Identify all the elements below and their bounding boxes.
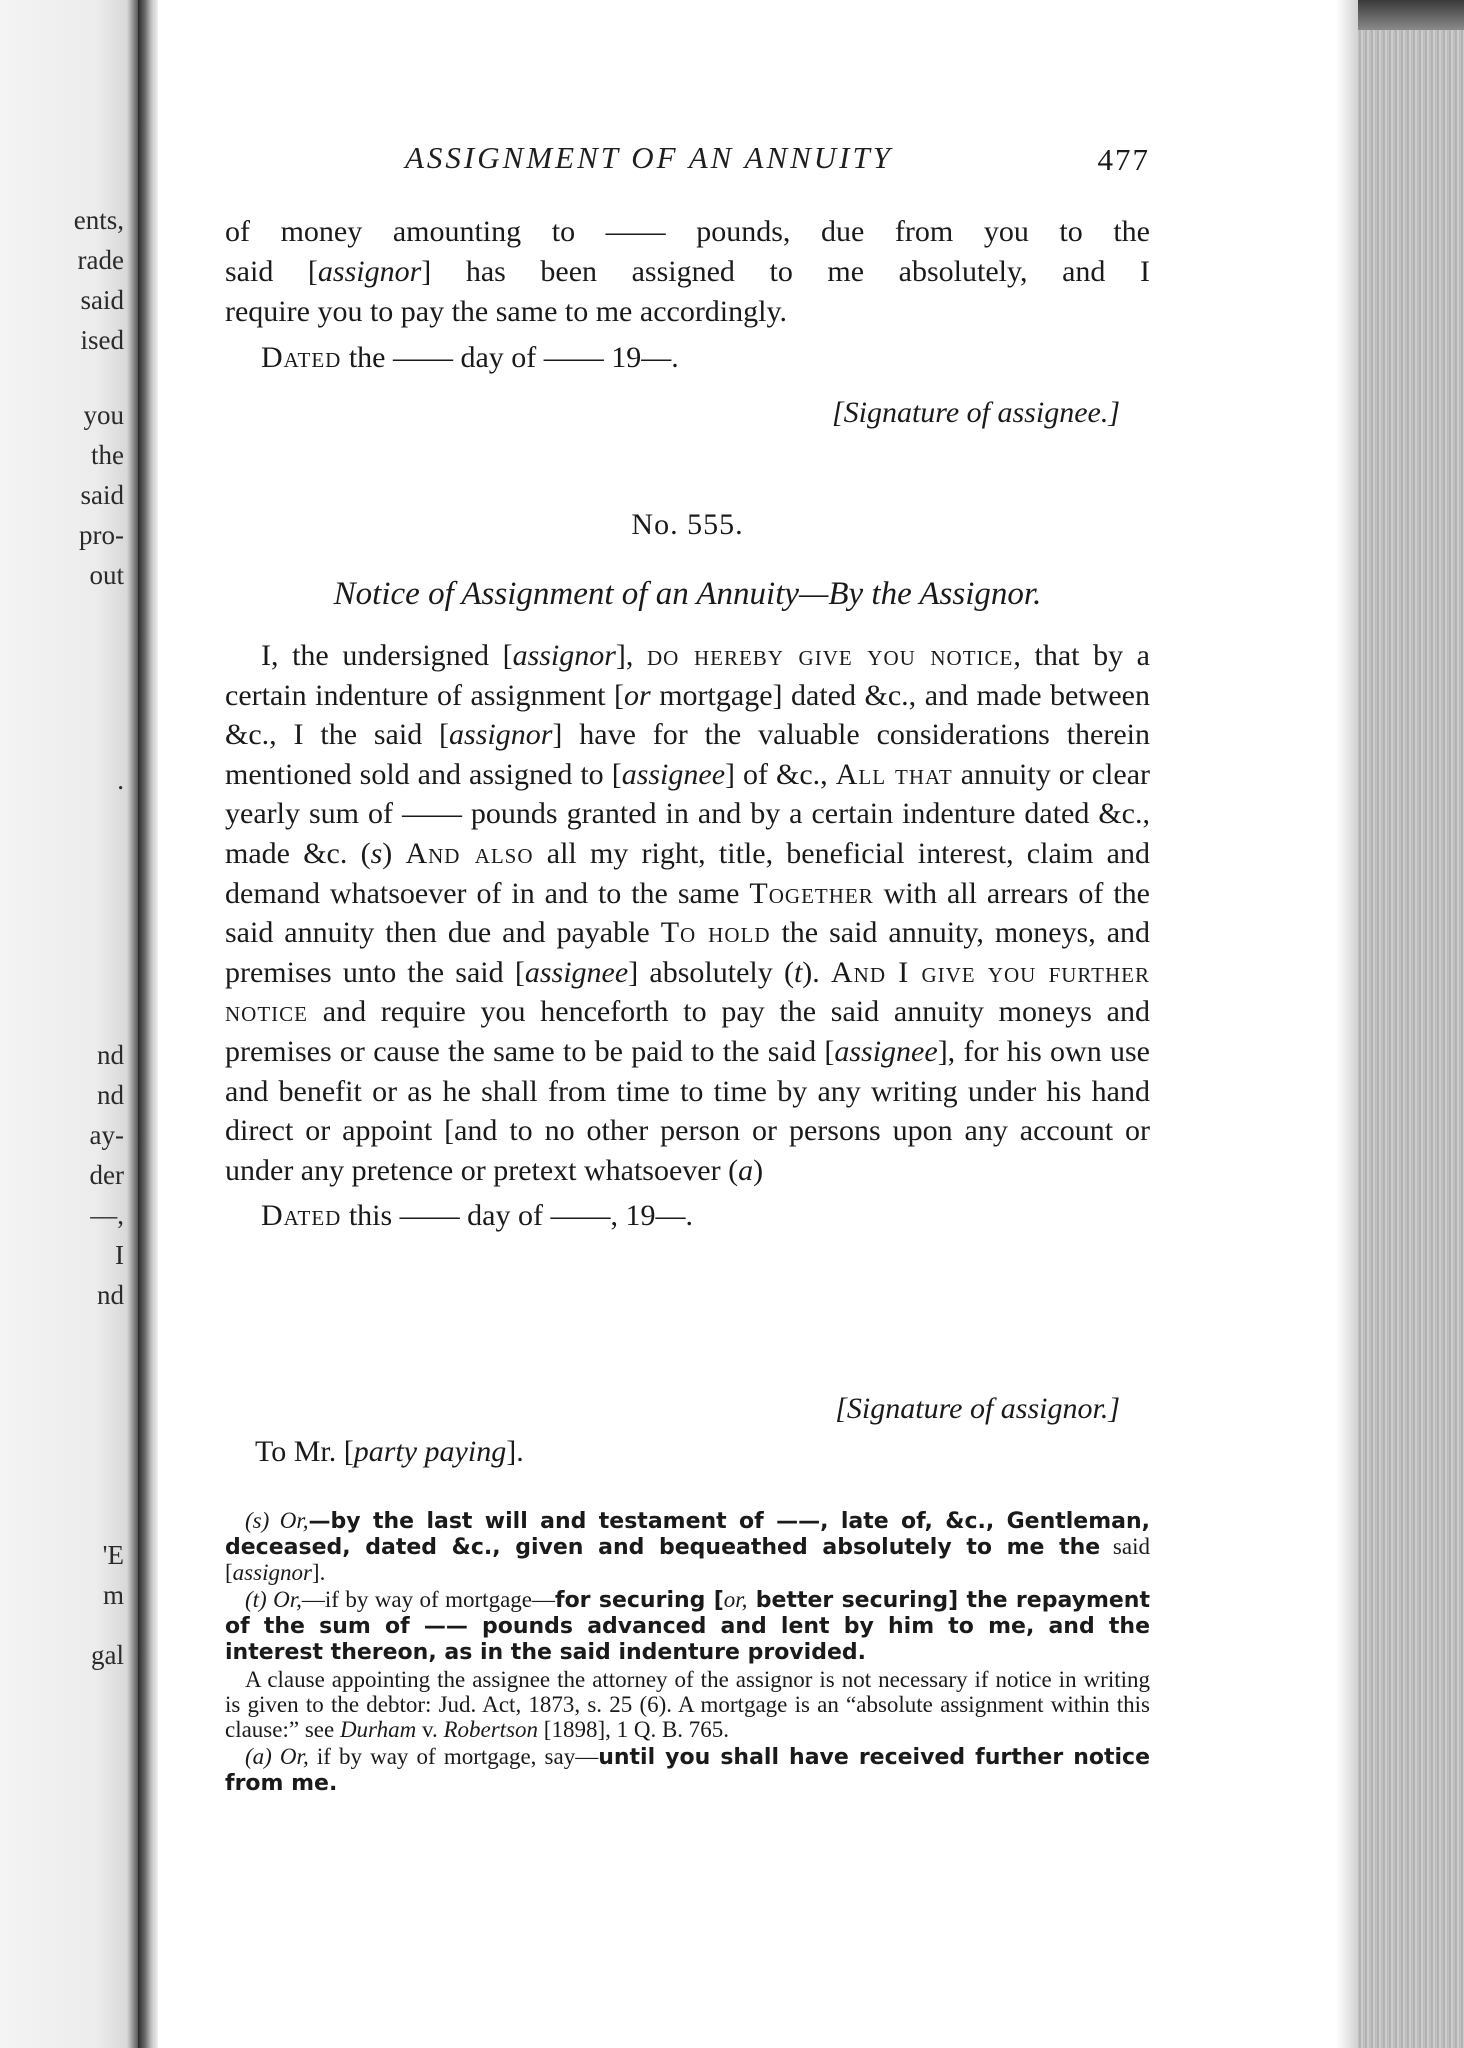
page [225, 0, 1150, 2048]
left-facing-page [0, 0, 138, 2048]
text-run: —by the last will and testament of ——, late of, &c., Gentleman, deceased, dated &c., given and bequeathed absolutely to me the [225, 1509, 1150, 1560]
page-shadow [1336, 0, 1358, 2048]
left-page-fragment: pro- [79, 520, 124, 550]
page-edges-top [1358, 0, 1464, 30]
footnote [225, 1508, 1150, 1585]
left-page-fragment: out [89, 560, 124, 590]
left-page-fragment: der [89, 1160, 124, 1190]
left-page-fragment: 'E [102, 1540, 124, 1570]
text-run: [1898], 1 Q. B. 765. [538, 1717, 730, 1742]
left-page-fragment: nd [97, 1280, 124, 1310]
text-run: and require you henceforth to pay the said annuity moneys and premises or cause the same to be paid to the said [ [225, 995, 1150, 1068]
text-run: or, [723, 1587, 748, 1612]
text-run: —if by way of mortgage— [301, 1587, 555, 1612]
text-run: mortgage] dated &c., and made between &c., I the said [ [225, 678, 1150, 752]
left-page-fragment: you [83, 400, 124, 430]
form-title: Notice of Assignment of an Annuity—By the Assignor. [333, 576, 1042, 612]
text-run: until you shall have received further notice from me. [225, 1745, 1150, 1796]
text-run: All that [835, 757, 953, 791]
text-run: a [738, 1153, 754, 1187]
text-run: And also [405, 836, 534, 870]
text-run: Robertson [443, 1717, 539, 1742]
top-line-1: of money amounting to —— pounds, due from you to the [225, 215, 1150, 248]
left-page-fragment: I [115, 1240, 124, 1270]
text-run: all my right, title, beneficial interest, claim and demand whatsoever of in and to the same [225, 836, 1150, 910]
left-page-fragment: said [80, 480, 124, 510]
text-run: assignee [621, 757, 726, 791]
text-run: said [ [225, 1534, 1150, 1585]
form-dated-line: Dated this —— day of ——, 19—. [261, 1199, 693, 1233]
page-edges [1358, 0, 1464, 2048]
text-run: annuity or clear yearly sum of —— pounds granted in and by a certain indenture dated &c., made &c. ( [225, 757, 1150, 870]
footnotes [225, 1508, 1150, 1796]
text-run: ). [802, 955, 832, 989]
assignee-signature: [Signature of assignee.] [831, 396, 1120, 429]
top-form-text [225, 212, 1150, 378]
text-run: (s) Or, [245, 1508, 309, 1533]
left-page-fragment: rade [77, 245, 124, 275]
footnote [225, 1744, 1150, 1796]
text-run: ], for his own use and benefit or as he shall from time to time by any writing under his hand direct or appoint [and to no other person or persons upon any account or under any pretence or pretext whatsoever ( [225, 1034, 1150, 1187]
text-run: assignor [232, 1560, 312, 1585]
text-run: better securing] the repayment of the sum of —— pounds advanced and lent by him to me, and the interest thereon, as in the said indenture provided. [225, 1588, 1150, 1665]
form-body [225, 636, 1150, 1236]
form-body-paragraph [225, 636, 1150, 1190]
left-page-fragment: nd [97, 1040, 124, 1070]
text-run: ], [615, 639, 648, 672]
top-dated-line: Dated the —— day of —— 19—. [261, 341, 679, 374]
assignor-signature: [Signature of assignor.] [835, 1392, 1120, 1425]
text-run: assignor [449, 718, 553, 752]
text-run: assignor [512, 639, 616, 672]
text-run: for securing [ [555, 1588, 724, 1613]
text-run: assignee [834, 1034, 938, 1068]
text-run: ] absolutely ( [628, 955, 794, 989]
text-run: (t) Or, [245, 1587, 302, 1612]
page-number: 477 [1097, 142, 1150, 177]
left-page-fragment: ents, [73, 205, 124, 235]
left-page-fragment: ay- [89, 1120, 124, 1150]
text-run: Together [749, 876, 874, 910]
text-run: assignee [524, 955, 629, 989]
text-run: , that by a certain indenture of assignment [ [225, 639, 1150, 712]
left-page-fragment: m [102, 1580, 124, 1610]
footnote [225, 1667, 1150, 1742]
book-spine [138, 0, 158, 2048]
top-line-3: require you to pay the same to me accordingly. [225, 295, 788, 328]
text-run: ]. [311, 1560, 326, 1585]
text-run: And I give you further notice [225, 955, 1150, 1029]
text-run: or [624, 678, 651, 712]
text-run: A clause appointing the assignee the attorney of the assignor is not necessary if notice in writing is given to the debtor: Jud. Act, 1873, s. 25 (6). A mortgage is an “absolute assignment within this clause:” see [225, 1667, 1150, 1742]
left-page-fragment: said [80, 285, 124, 315]
addressee-line: To Mr. [party paying]. [255, 1435, 524, 1468]
text-run: To hold [660, 916, 771, 950]
text-run: s [370, 836, 383, 870]
text-run: Durham [339, 1717, 417, 1742]
footnote [225, 1587, 1150, 1665]
text-run: I, the undersigned [ [261, 639, 513, 672]
text-run: ] have for the valuable considerations therein mentioned sold and assigned to [ [225, 718, 1151, 791]
left-page-fragment: ised [80, 325, 124, 355]
form-number: No. 555. [631, 508, 744, 541]
left-page-fragment: . [117, 765, 124, 795]
left-page-fragment: the [91, 440, 124, 470]
top-line-2: said [assignor] has been assigned to me absolutely, and I [225, 255, 1150, 288]
text-run: t [793, 955, 803, 989]
text-run: if by way of mortgage, say— [308, 1744, 599, 1769]
left-page-fragment: nd [97, 1080, 124, 1110]
running-head [225, 140, 1150, 180]
text-run: ) [382, 836, 406, 870]
running-title: ASSIGNMENT OF AN ANNUITY [405, 140, 893, 175]
text-run: (a) Or, [245, 1744, 309, 1769]
text-run: v. [416, 1717, 444, 1742]
left-page-fragment: gal [91, 1640, 124, 1670]
text-run: with all arrears of the said annuity then due and payable [225, 876, 1150, 950]
text-run: ] of &c., [725, 757, 836, 791]
text-run: ) [753, 1153, 764, 1187]
text-run: do hereby give you notice [647, 639, 1014, 672]
text-run: the said annuity, moneys, and premises unto the said [ [225, 916, 1151, 989]
left-page-fragment: —, [90, 1200, 124, 1230]
